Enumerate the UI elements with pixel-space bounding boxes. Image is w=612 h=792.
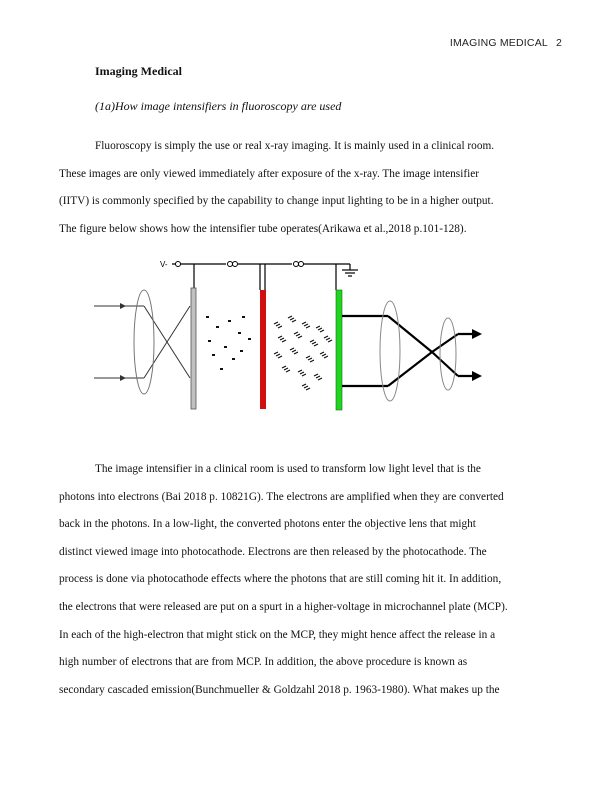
paragraph-line: secondary cascaded emission(Bunchmueller & Goldzahl 2018 p. 1963-1980). What makes up the	[59, 683, 500, 696]
paragraph-line: photons into electrons (Bai 2018 p. 10821G). The electrons are amplified when they are converted	[59, 490, 504, 503]
image-intensifier-diagram	[88, 254, 498, 414]
paragraph-line: high number of electrons that are from MCP. In addition, the above procedure is known as	[59, 656, 468, 669]
paragraph-line: the electrons that were released are put on a spurt in a higher-voltage in microchannel plate (MCP).	[59, 600, 508, 613]
phosphor-screen	[336, 290, 342, 410]
paragraph-line: process is done via photocathode effects where the photons that are still coming hit it. In addition,	[59, 573, 502, 586]
paragraph-intro	[59, 137, 553, 247]
microchannel-plate	[260, 290, 266, 409]
paragraph-line: distinct viewed image into photocathode. Electrons are then released by the photocathode. The	[59, 545, 487, 558]
paragraph-line: (IITV) is commonly specified by the capability to change input lighting to be in a higher output.	[59, 195, 494, 208]
voltage-label: V-	[160, 260, 168, 269]
running-header	[450, 37, 562, 49]
paragraph-line: The figure below shows how the intensifier tube operates(Arikawa et al.,2018 p.101-128).	[59, 222, 467, 235]
paragraph-line: These images are only viewed immediately after exposure of the x-ray. The image intensifier	[59, 167, 480, 180]
section-heading: (1a)How image intensifiers in fluoroscopy are used	[95, 99, 342, 113]
paragraph-line: Fluoroscopy is simply the use or real x-ray imaging. It is mainly used in a clinical room.	[95, 140, 495, 152]
document-title: Imaging Medical	[95, 64, 182, 78]
paragraph-line: back in the photons. In a low-light, the converted photons enter the objective lens that might	[59, 518, 476, 531]
page-number: 2	[555, 37, 562, 49]
paragraph-explanation	[59, 460, 553, 708]
paragraph-line: The image intensifier in a clinical room is used to transform low light level that is the	[95, 463, 481, 475]
paragraph-line: In each of the high-electron that might stick on the MCP, they might hence affect the release in a	[59, 628, 496, 641]
running-head-title: IMAGING MEDICAL	[449, 37, 548, 49]
photocathode-plate	[191, 288, 196, 409]
